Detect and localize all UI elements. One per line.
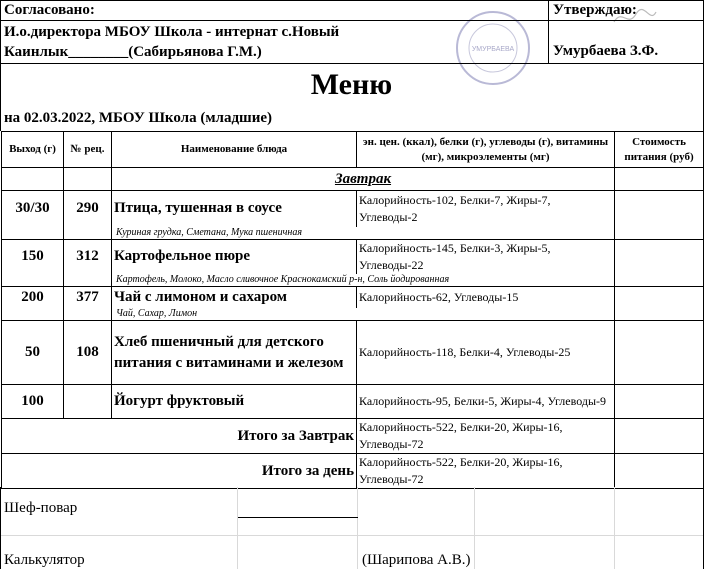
col-output: Выход (г) <box>2 132 64 168</box>
signature-icon <box>610 4 660 30</box>
col-recipe: № рец. <box>64 132 112 168</box>
item-nutrition: Калорийность-145, Белки-3, Жиры-5, Углеводы-22 <box>357 239 615 274</box>
day-total-value: Калорийность-522, Белки-20, Жиры-16, Углеводы-72 <box>357 454 615 489</box>
item-output: 30/30 <box>2 191 64 227</box>
item-output: 150 <box>2 239 64 274</box>
col-cost: Стоимость питания (руб) <box>615 132 704 168</box>
table-row <box>2 385 704 419</box>
item-nutrition: Калорийность-102, Белки-7, Жиры-7, Углеводы-2 <box>357 191 615 227</box>
table-row <box>2 321 704 385</box>
item-ingredients: Картофель, Молоко, Масло сливочное Краснокамский р-н, Соль йодированная <box>112 274 615 287</box>
item-recipe: 290 <box>64 191 112 227</box>
stamp-text: УМУРБАЕВА <box>471 46 515 53</box>
item-name: Птица, тушенная в соусе <box>112 191 357 227</box>
approved-position: И.о.директора МБОУ Школа - интернат с.Новый Каинлык________(Сабирьянова Г.М.) <box>4 24 340 60</box>
page-subtitle: на 02.03.2022, МБОУ Школа (младшие) <box>4 110 273 126</box>
item-name: Чай с лимоном и сахаром <box>112 286 357 308</box>
day-total-label: Итого за день <box>2 454 357 489</box>
item-recipe: 312 <box>64 239 112 274</box>
table-row <box>2 239 704 274</box>
item-name: Картофельное пюре <box>112 239 357 274</box>
item-output: 100 <box>2 385 64 419</box>
total-row <box>2 419 704 454</box>
item-nutrition: Калорийность-95, Белки-5, Жиры-4, Углеводы-9 <box>357 385 615 419</box>
calc-name: (Шарипова А.В.) <box>362 552 471 568</box>
breakfast-total-label: Итого за Завтрак <box>2 419 357 454</box>
item-name: Хлеб пшеничный для детского питания с витаминами и железом <box>112 321 357 385</box>
confirm-name: Умурбаева З.Ф. <box>553 43 659 59</box>
section-title: Завтрак <box>112 168 615 191</box>
item-nutrition: Калорийность-118, Белки-4, Углеводы-25 <box>357 321 615 385</box>
page-title: Меню <box>310 68 393 101</box>
item-output: 50 <box>2 321 64 385</box>
col-name: Наименование блюда <box>112 132 357 168</box>
item-ingredients: Куриная грудка, Сметана, Мука пшеничная <box>112 227 615 240</box>
menu-table <box>1 131 704 489</box>
item-ingredients: Чай, Сахар, Лимон <box>112 308 615 321</box>
item-output: 200 <box>2 286 64 308</box>
calc-label: Калькулятор <box>4 552 85 568</box>
item-nutrition: Калорийность-62, Углеводы-15 <box>357 286 615 308</box>
chef-label: Шеф-повар <box>4 500 78 516</box>
table-row <box>2 191 704 227</box>
total-row <box>2 454 704 489</box>
item-recipe: 377 <box>64 286 112 308</box>
confirm-label: Утверждаю: <box>553 2 637 18</box>
item-recipe: 108 <box>64 321 112 385</box>
item-name: Йогурт фруктовый <box>112 385 357 419</box>
breakfast-total-value: Калорийность-522, Белки-20, Жиры-16, Углеводы-72 <box>357 419 615 454</box>
table-row <box>2 286 704 308</box>
col-nutrition: эн. цен. (ккал), белки (г), углеводы (г), витамины (мг), микроэлементы (мг) <box>357 132 615 168</box>
item-recipe <box>64 385 112 419</box>
approved-label: Согласовано: <box>4 2 95 18</box>
